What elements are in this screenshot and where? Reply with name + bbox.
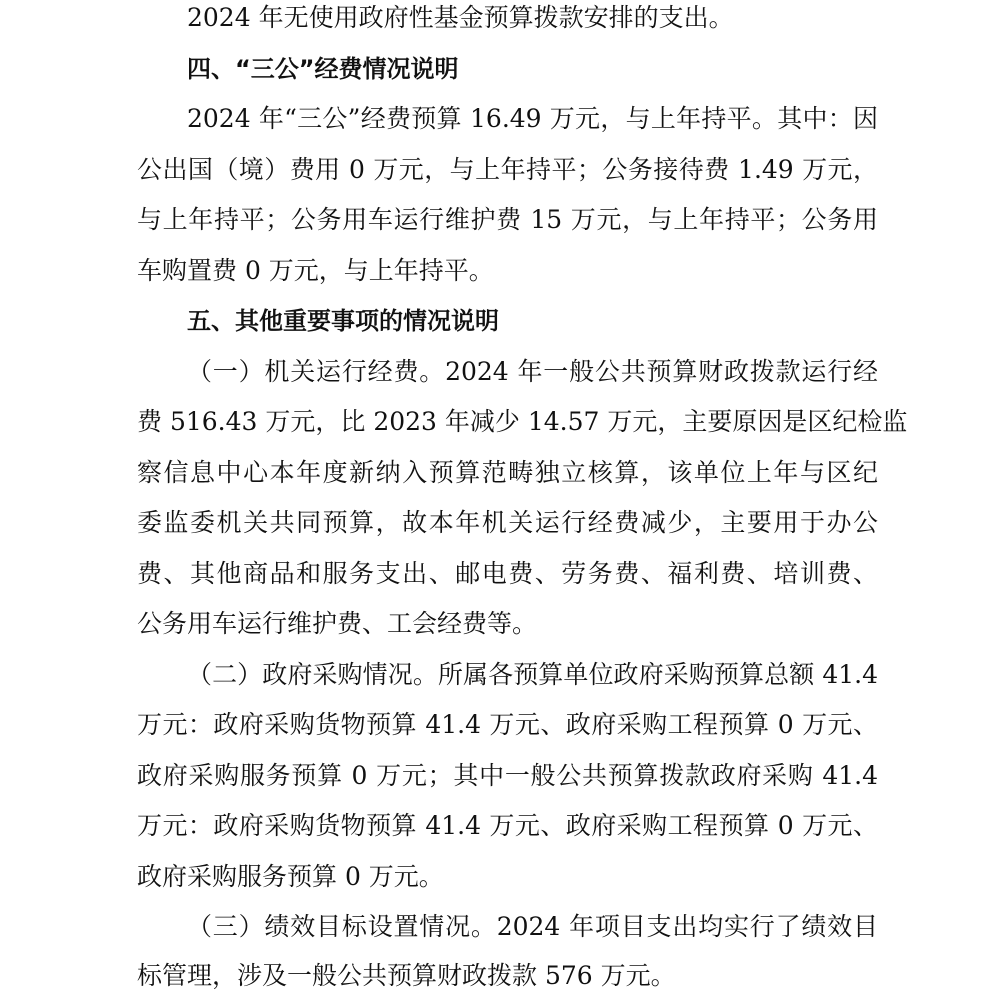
paragraph-line: （三）绩效目标设置情况。2024 年项目支出均实行了绩效目 — [187, 912, 878, 941]
paragraph-line: 2024 年“三公”经费预算 16.49 万元，与上年持平。其中：因 — [187, 104, 878, 133]
paragraph-line: 万元：政府采购货物预算 41.4 万元、政府采购工程预算 0 万元、 — [137, 811, 878, 840]
section-heading-three-public-expenses: 四、“三公”经费情况说明 — [187, 55, 459, 83]
paragraph-line: 费、其他商品和服务支出、邮电费、劳务费、福利费、培训费、 — [137, 559, 878, 588]
paragraph-line: 公出国（境）费用 0 万元，与上年持平；公务接待费 1.49 万元， — [137, 155, 878, 184]
paragraph-line: （一）机关运行经费。2024 年一般公共预算财政拨款运行经 — [187, 357, 878, 386]
paragraph-line: 标管理，涉及一般公共预算财政拨款 576 万元。 — [137, 961, 676, 990]
paragraph-line: 万元：政府采购货物预算 41.4 万元、政府采购工程预算 0 万元、 — [137, 710, 878, 739]
paragraph-line: 政府采购服务预算 0 万元。 — [137, 862, 444, 891]
paragraph-line: 委监委机关共同预算，故本年机关运行经费减少，主要用于办公 — [137, 508, 878, 537]
paragraph-line: 费 516.43 万元，比 2023 年减少 14.57 万元，主要原因是区纪检监 — [137, 407, 908, 436]
paragraph-line: 车购置费 0 万元，与上年持平。 — [137, 256, 494, 285]
paragraph-line: 政府采购服务预算 0 万元；其中一般公共预算拨款政府采购 41.4 — [137, 761, 878, 790]
paragraph-line: 公务用车运行维护费、工会经费等。 — [137, 609, 538, 638]
paragraph-line: （二）政府采购情况。所属各预算单位政府采购预算总额 41.4 — [187, 660, 878, 689]
paragraph-line: 察信息中心本年度新纳入预算范畴独立核算，该单位上年与区纪 — [137, 458, 878, 487]
paragraph-line: 2024 年无使用政府性基金预算拨款安排的支出。 — [187, 3, 734, 32]
paragraph-line: 与上年持平；公务用车运行维护费 15 万元，与上年持平；公务用 — [137, 205, 878, 234]
section-heading-other-matters: 五、其他重要事项的情况说明 — [187, 307, 499, 335]
